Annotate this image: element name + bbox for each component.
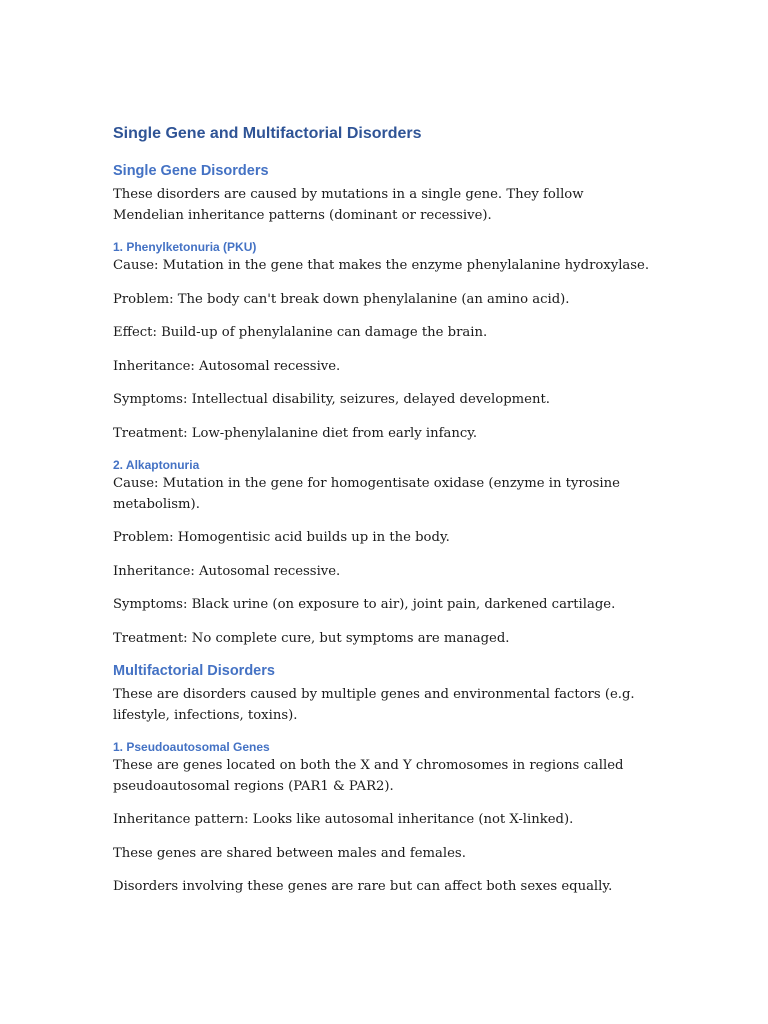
- alkaptonuria-problem: Problem: Homogentisic acid builds up in the body.: [113, 530, 450, 545]
- pku-cause: Cause: Mutation in the gene that makes the enzyme phenylalanine hydroxylase.: [113, 258, 650, 273]
- pseudoautosomal-shared: These genes are shared between males and females.: [113, 845, 466, 861]
- section-heading-multifactorial: Multifactorial Disorders: [113, 663, 275, 679]
- pku-treatment: Treatment: Low-phenylalanine diet from early infancy.: [113, 425, 478, 441]
- subheading-pseudoautosomal: 1. Pseudoautosomal Genes: [113, 740, 270, 754]
- pku-effect: Effect: Build-up of phenylalanine can damage the brain.: [113, 325, 488, 340]
- subheading-alkaptonuria: 2. Alkaptonuria: [113, 458, 200, 472]
- alkaptonuria-inheritance: Inheritance: Autosomal recessive.: [113, 563, 341, 579]
- section-heading-single-gene: Single Gene Disorders: [113, 163, 269, 179]
- alkaptonuria-symptoms: Symptoms: Black urine (on exposure to air), joint pain, darkened cartilage.: [113, 597, 616, 612]
- section-intro-multifactorial: These are disorders caused by multiple genes and environmental factors (e.g. lifestyle, infections, toxins).: [113, 687, 635, 723]
- pseudoautosomal-inheritance: Inheritance pattern: Looks like autosomal inheritance (not X-linked).: [113, 812, 574, 827]
- alkaptonuria-cause: Cause: Mutation in the gene for homogentisate oxidase (enzyme in tyrosine metabolism).: [113, 476, 620, 512]
- subheading-pku: 1. Phenylketonuria (PKU): [113, 240, 257, 254]
- pku-problem: Problem: The body can't break down phenylalanine (an amino acid).: [113, 291, 570, 307]
- pseudoautosomal-disorders: Disorders involving these genes are rare but can affect both sexes equally.: [113, 879, 613, 894]
- document-title: Single Gene and Multifactorial Disorders: [113, 125, 422, 142]
- pku-symptoms: Symptoms: Intellectual disability, seizures, delayed development.: [113, 392, 550, 407]
- document-page: [113, 122, 653, 911]
- section-intro-single-gene: These disorders are caused by mutations in a single gene. They follow Mendelian inheritance patterns (dominant or recessive).: [113, 187, 584, 223]
- pseudoautosomal-location: These are genes located on both the X and Y chromosomes in regions called pseudoautosomal regions (PAR1 & PAR2).: [113, 758, 624, 794]
- alkaptonuria-treatment: Treatment: No complete cure, but symptoms are managed.: [113, 630, 510, 646]
- pku-inheritance: Inheritance: Autosomal recessive.: [113, 358, 341, 374]
